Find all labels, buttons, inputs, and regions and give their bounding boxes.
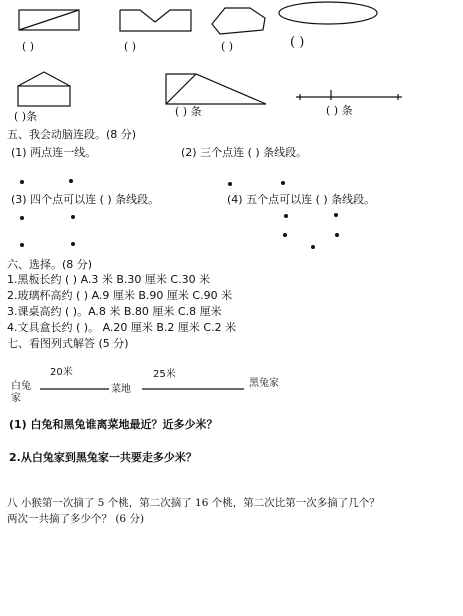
line-with-points-figure <box>296 90 402 100</box>
q3-point <box>71 215 75 219</box>
section5-q2: (2) 三个点连 ( ) 条线段。 <box>181 146 308 159</box>
q3-point <box>20 243 24 247</box>
q4-point <box>334 213 338 217</box>
section8-line-1: 八 小猴第一次摘了 5 个桃，第二次摘了 16 个桃，第二次比第一次多摘了几个？ <box>7 497 380 509</box>
notched-shape-figure <box>120 10 191 31</box>
location-vegetable-field: 菜地 <box>111 384 131 395</box>
q4-point <box>284 214 288 218</box>
section5-heading: 五、我会动脑连段。(8 分) <box>7 128 137 141</box>
notch-answer-blank: ( ) <box>124 40 137 53</box>
q3-point <box>20 216 24 220</box>
house-answer-blank: ( )条 <box>14 110 38 123</box>
q4-point <box>311 245 315 249</box>
rect-answer-blank: ( ) <box>22 40 35 53</box>
section5-q3: (3) 四个点可以连 ( ) 条线段。 <box>11 193 160 206</box>
q2-point <box>228 182 232 186</box>
section5-q4: (4) 五个点可以连 ( ) 条线段。 <box>227 193 376 206</box>
q4-point <box>335 233 339 237</box>
location-white-rabbit: 白兔 <box>11 381 31 392</box>
q4-point <box>283 233 287 237</box>
choice-item-1: 1.黑板长约 ( ) A.3 米 B.30 厘米 C.30 米 <box>7 273 211 286</box>
location-white-rabbit-line2: 家 <box>11 393 21 404</box>
ellipse-answer-blank: ( ) <box>290 35 305 50</box>
choice-item-2: 2.玻璃杯高约 ( ) A.9 厘米 B.90 厘米 C.90 米 <box>7 289 233 302</box>
distance-label-20: 20米 <box>50 367 73 378</box>
choice-item-3: 3.课桌高约 ( )。A.8 米 B.80 厘米 C.8 厘米 <box>7 305 222 318</box>
polygon-figure <box>212 8 265 34</box>
q1-point <box>20 180 24 184</box>
section7-question-1: (1) 白兔和黑兔谁离菜地最近？近多少米？ <box>9 418 218 431</box>
rectangle-with-diagonal-figure <box>19 10 79 30</box>
triangle-answer-blank: ( ) 条 <box>175 105 202 118</box>
house-figure <box>18 72 70 106</box>
section5-q1: (1) 两点连一线。 <box>11 146 97 159</box>
q3-point <box>71 242 75 246</box>
section8-line-2: 两次一共摘了多少个？ (6 分) <box>7 513 145 525</box>
section6-heading: 六、选择。(8 分) <box>7 258 93 271</box>
polygon-answer-blank: ( ) <box>221 40 234 53</box>
q2-point <box>281 181 285 185</box>
q1-point <box>69 179 73 183</box>
ellipse-figure <box>279 2 377 24</box>
triangle-figure <box>166 74 266 104</box>
section7-heading: 七、看图列式解答 (5 分) <box>7 337 129 350</box>
distance-label-25: 25米 <box>153 369 176 380</box>
location-black-rabbit: 黑兔家 <box>249 378 279 389</box>
choice-item-4: 4.文具盒长约 ( )。 A.20 厘米 B.2 厘米 C.2 米 <box>7 321 237 334</box>
ray-answer-blank: ( ) 条 <box>326 104 353 117</box>
section7-question-2: 2.从白兔家到黑兔家一共要走多少米？ <box>9 451 197 464</box>
